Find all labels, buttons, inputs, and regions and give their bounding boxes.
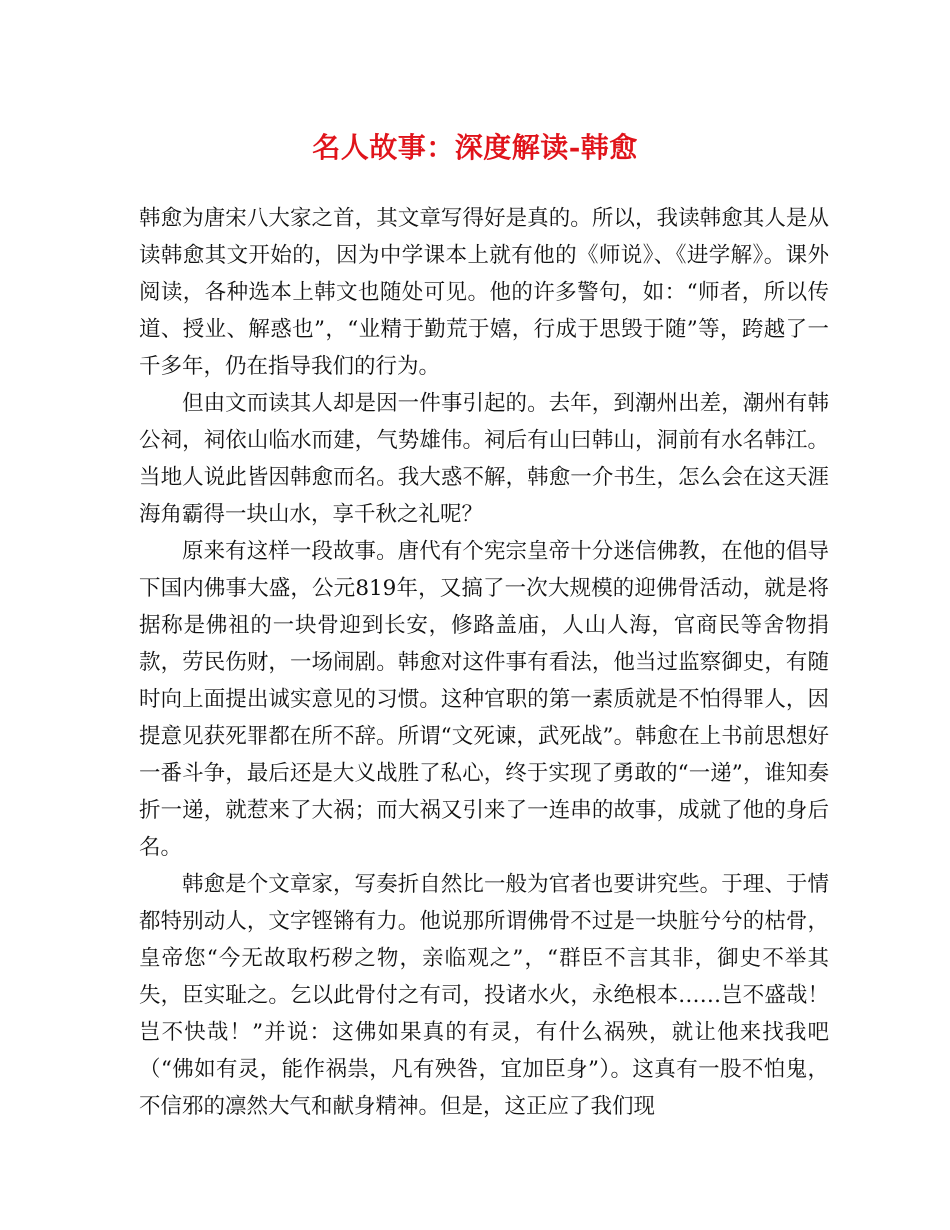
paragraph-1: 韩愈为唐宋八大家之首，其文章写得好是真的。所以，我读韩愈其人是从读韩愈其文开始的，因为中学课本上就有他的《师说》、《进学解》。课外阅读，各种选本上韩文也随处可见。他的许多警句，如：“师者，所以传道、授业、解惑也”，“业精于勤荒于嬉，行成于思毁于随”等，跨越了一千多年，仍在指导我们的行为。	[139, 206, 829, 379]
paragraph-4: 韩愈是个文章家，写奏折自然比一般为官者也要讲究些。于理、于情都特别动人，文字铿锵有力。他说那所谓佛骨不过是一块脏兮兮的枯骨，皇帝您“今无故取朽秽之物，亲临观之”，“群臣不言其非，御史不举其失，臣实耻之。乞以此骨付之有司，投诸水火，永绝根本……岂不盛哉！岂不快哉！”并说：这佛如果真的有灵，有什么祸殃，就让他来找我吧（“佛如有灵，能作祸祟，凡有殃咎，宜加臣身”）。这真有一股不怕鬼，不信邪的凛然大气和献身精神。但是，这正应了我们现	[139, 872, 829, 1119]
paragraph-2: 但由文而读其人却是因一件事引起的。去年，到潮州出差，潮州有韩公祠，祠依山临水而建，气势雄伟。祠后有山曰韩山，洞前有水名韩江。当地人说此皆因韩愈而名。我大惑不解，韩愈一介书生，怎么会在这天涯海角霸得一块山水，享千秋之礼呢？	[139, 391, 829, 527]
page-title: 名人故事：深度解读-韩愈	[312, 131, 638, 164]
article-body	[139, 200, 829, 1125]
paragraph-3: 原来有这样一段故事。唐代有个宪宗皇帝十分迷信佛教，在他的倡导下国内佛事大盛，公元819年，又搞了一次大规模的迎佛骨活动，就是将据称是佛祖的一块骨迎到长安，修路盖庙，人山人海，官商民等舍物捐款，劳民伤财，一场闹剧。韩愈对这件事有看法，他当过监察御史，有随时向上面提出诚实意见的习惯。这种官职的第一素质就是不怕得罪人，因提意见获死罪都在所不辞。所谓“文死谏，武死战”。韩愈在上书前思想好一番斗争，最后还是大义战胜了私心，终于实现了勇敢的“一递”，谁知奏折一递，就惹来了大祸；而大祸又引来了一连串的故事，成就了他的身后名。	[139, 539, 829, 860]
